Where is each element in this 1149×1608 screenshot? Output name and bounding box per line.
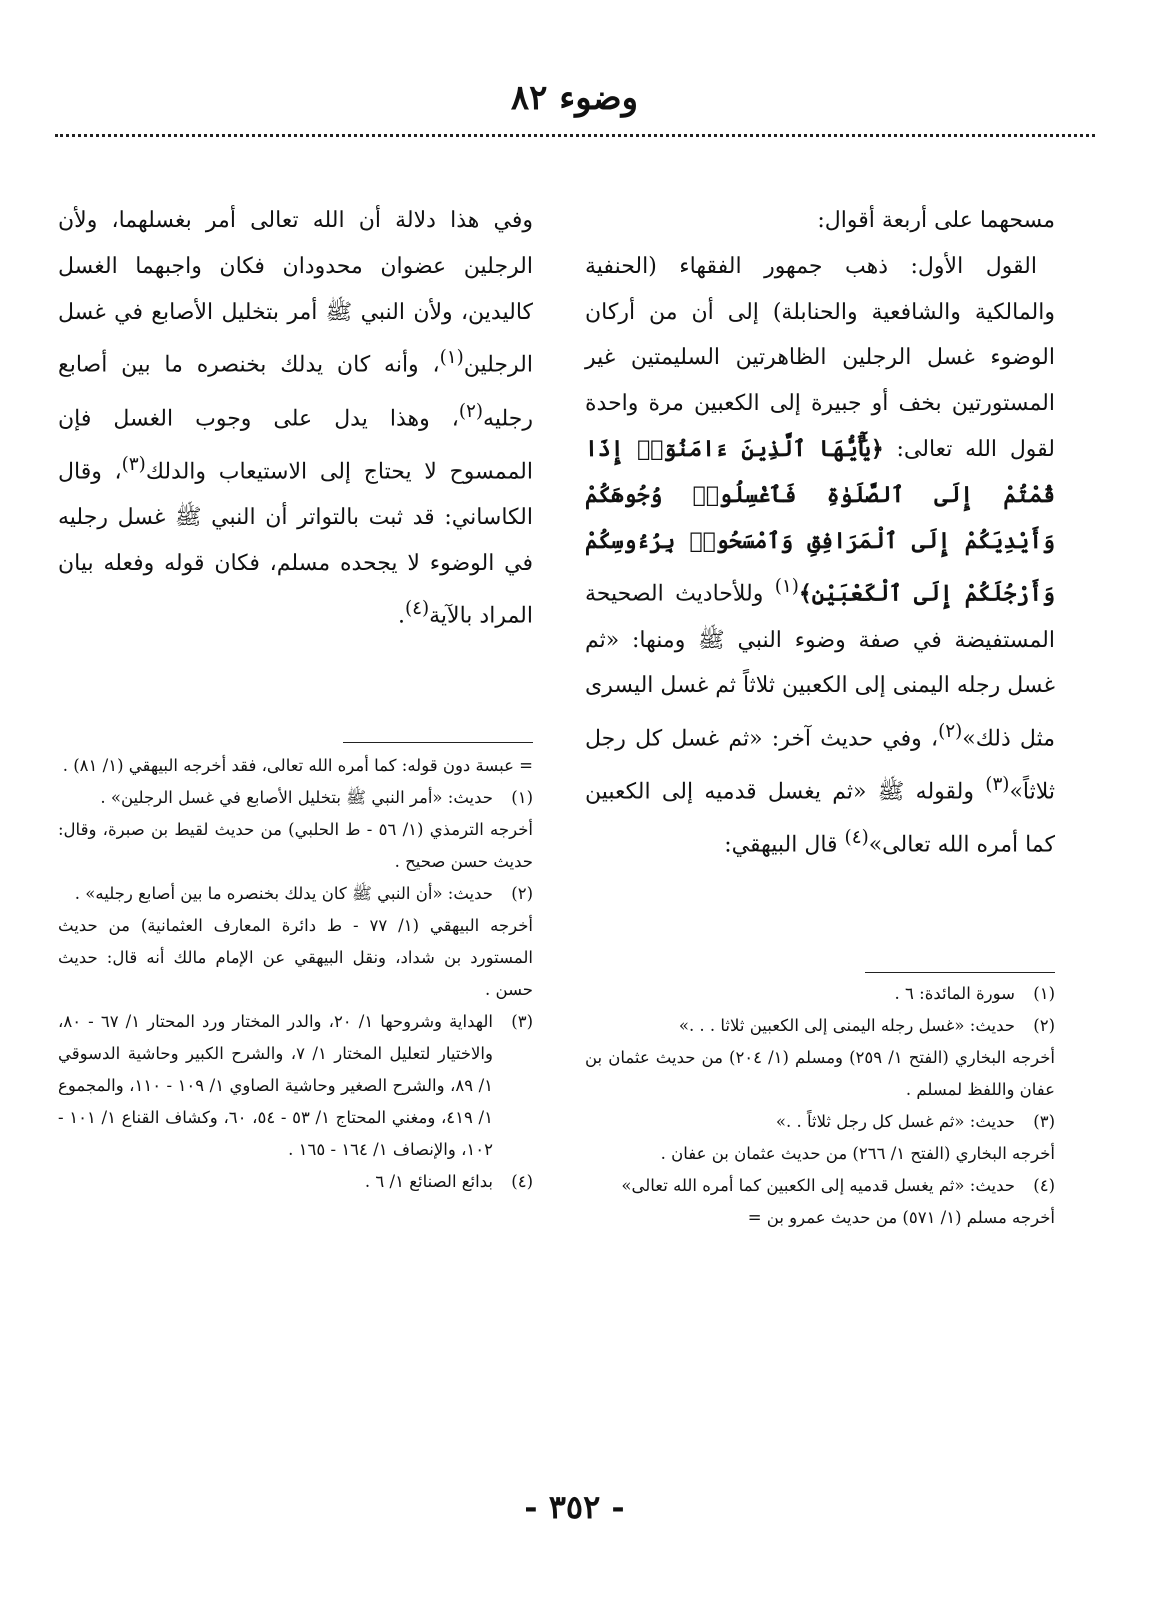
footnote-ref: (٢)	[458, 400, 484, 422]
footnote	[585, 1010, 1055, 1042]
text-segment: وفي هذا دلالة أن الله تعالى أمر بغسلهما، ولأن الرجلين عضوان محدودان فكان واجبهما الغسل كاليدين، ولأن النبي ﷺ أمر بتخليل الأصابع في غسل الرجلين	[58, 208, 533, 378]
footnote-ref: (١)	[774, 576, 799, 598]
text-segment: وللأحاديث الصحيحة المستفيضة في صفة وضوء النبي ﷺ ومنها: «ثم غسل رجله اليمنى إلى الكعبين ثلاثاً ثم غسل اليسرى مثل ذلك»	[584, 581, 1056, 752]
text-segment: .	[397, 603, 405, 629]
footnote-divider-right	[865, 972, 1055, 973]
text-segment: ، وهذا يدل على وجوب الغسل فإن الممسوح لا يحتاج إلى الاستيعاب والدلك	[58, 405, 533, 484]
footnote-source: أخرجه مسلم (١/ ٥٧١) من حديث عمرو بن =	[747, 1208, 1055, 1227]
footnote	[585, 1106, 1055, 1138]
paragraph-first-opinion	[585, 244, 1055, 869]
page-number: - ٣٥٢ -	[524, 1488, 625, 1526]
text-segment: ، وفي حديث آخر: «ثم غسل كل رجل ثلاثاً»	[585, 726, 1055, 805]
footnote-number: (١)	[1033, 984, 1055, 1003]
text-segment: ، وقال الكاساني: قد ثبت بالتواتر أن النبي ﷺ غسل رجليه في الوضوء لا يجحده مسلم، فكان قوله وفعله بيان المراد بالآية	[58, 458, 533, 629]
footnote-number: (٢)	[1033, 1016, 1055, 1035]
footnote-text: سورة المائدة: ٦ .	[894, 984, 1015, 1003]
footnote-text: الهداية وشروحها ١/ ٢٠، والدر المختار ورد المحتار ١/ ٦٧ - ٨٠، والاختيار لتعليل المختار ١/ ٧، والشرح الكبير وحاشية الدسوقي ١/ ٨٩، والشرح الصغير وحاشية الصاوي ١/ ١٠٩ - ١١٠، والمجموع ١/ ٤١٩، ومغني المحتاج ١/ ٥٣ - ٥٤، ٦٠، وكشاف القناع ١/ ١٠١ - ١٠٢، والإنصاف ١/ ١٦٤ - ١٦٥ .	[58, 1012, 494, 1159]
footnote-number: (٤)	[1033, 1176, 1055, 1195]
header-divider	[55, 134, 1095, 137]
footnote-source: أخرجه البخاري (الفتح ١/ ٢٥٩) ومسلم (١/ ٢٠٤) من حديث عثمان بن عفان واللفظ لمسلم .	[585, 1048, 1055, 1099]
footnote-ref: (٤)	[844, 827, 869, 849]
footnote-text: حديث: «أن النبي ﷺ كان يدلك بخنصره ما بين أصابع رجليه» .	[74, 884, 493, 903]
footnote-number: (٣)	[511, 1012, 533, 1031]
text-segment: مسحهما على أربعة أقوال:	[817, 208, 1055, 233]
footnote-ref: (٣)	[121, 453, 146, 475]
footnote-ref: (٣)	[985, 774, 1010, 796]
right-column	[585, 198, 1055, 868]
footnote-number: (٢)	[511, 884, 533, 903]
footnote-source: أخرجه الترمذي (١/ ٥٦ - ط الحلبي) من حديث لقيط بن صبرة، وقال: حديث حسن صحيح .	[58, 820, 533, 871]
paragraph-continuation	[58, 198, 533, 639]
footnote-number: (١)	[511, 788, 533, 807]
footnote	[585, 978, 1055, 1010]
footnote-ref: (١)	[439, 347, 464, 369]
footnote-source: أخرجه البخاري (الفتح ١/ ٢٦٦) من حديث عثمان بن عفان .	[660, 1144, 1055, 1163]
page-header-title: وضوء ٨٢	[510, 78, 639, 118]
footnote-text: حديث: «ثم يغسل قدميه إلى الكعبين كما أمره الله تعالى»	[621, 1176, 1015, 1195]
footnote	[58, 1006, 533, 1166]
footnote-continuation: = عبسة دون قوله: كما أمره الله تعالى، فقد أخرجه البيهقي (١/ ٨١) .	[62, 756, 533, 775]
text-segment: قال البيهقي:	[724, 832, 845, 858]
footnote-divider-left	[343, 742, 533, 743]
footnote-ref: (٤)	[404, 598, 430, 620]
footnote-text: بدائع الصنائع ١/ ٦ .	[364, 1172, 493, 1191]
footnote-text: حديث: «أمر النبي ﷺ بتخليل الأصابع في غسل الرجلين» .	[100, 788, 493, 807]
footnote-number: (٤)	[511, 1172, 533, 1191]
text-segment: ، وأنه كان يدلك بخنصره ما بين أصابع رجليه	[58, 352, 533, 431]
footnote	[58, 1166, 533, 1198]
text-segment: القول الأول: ذهب جمهور الفقهاء (الحنفية والمالكية والشافعية والحنابلة) إلى أن من أركان الوضوء غسل الرجلين الظاهرتين السليمتين غير المستورتين بخف أو جبيرة إلى الكعبين مرة واحدة لقول الله تعالى:	[585, 253, 1055, 462]
footnote-number: (٣)	[1033, 1112, 1055, 1131]
footnote-text: حديث: «ثم غسل كل رجل ثلاثاً . .»	[775, 1112, 1015, 1131]
footnote	[585, 1170, 1055, 1202]
footnote	[58, 782, 533, 814]
quran-verse: ﴿يَٰٓأَيُّهَا ٱلَّذِينَ ءَامَنُوٓا۟ إِذَا قُمْتُمْ إِلَى ٱلصَّلَوٰةِ فَٱغْسِلُوا۟ وُجُوهَكُمْ وَأَيْدِيَكُمْ إِلَى ٱلْمَرَافِقِ وَٱمْسَحُوا۟ بِرُءُوسِكُمْ وَأَرْجُلَكُمْ إِلَى ٱلْكَعْبَيْنِ﴾	[585, 435, 1055, 607]
footnote-ref: (٢)	[938, 721, 963, 743]
footnotes-right	[585, 978, 1055, 1234]
footnote-text: حديث: «غسل رجله اليمنى إلى الكعبين ثلاثا . . .»	[678, 1016, 1015, 1035]
footnote-source: أخرجه البيهقي (١/ ٧٧ - ط دائرة المعارف العثمانية) من حديث المستورد بن شداد، ونقل البيهقي عن الإمام مالك أنه قال: حديث حسن .	[58, 916, 534, 999]
paragraph-intro	[585, 198, 1055, 244]
text-segment: ولقوله ﷺ «ثم يغسل قدميه إلى الكعبين كما أمره الله تعالى»	[585, 779, 1055, 858]
left-column	[58, 198, 533, 639]
footnote	[58, 878, 533, 910]
footnotes-left	[58, 750, 533, 1198]
